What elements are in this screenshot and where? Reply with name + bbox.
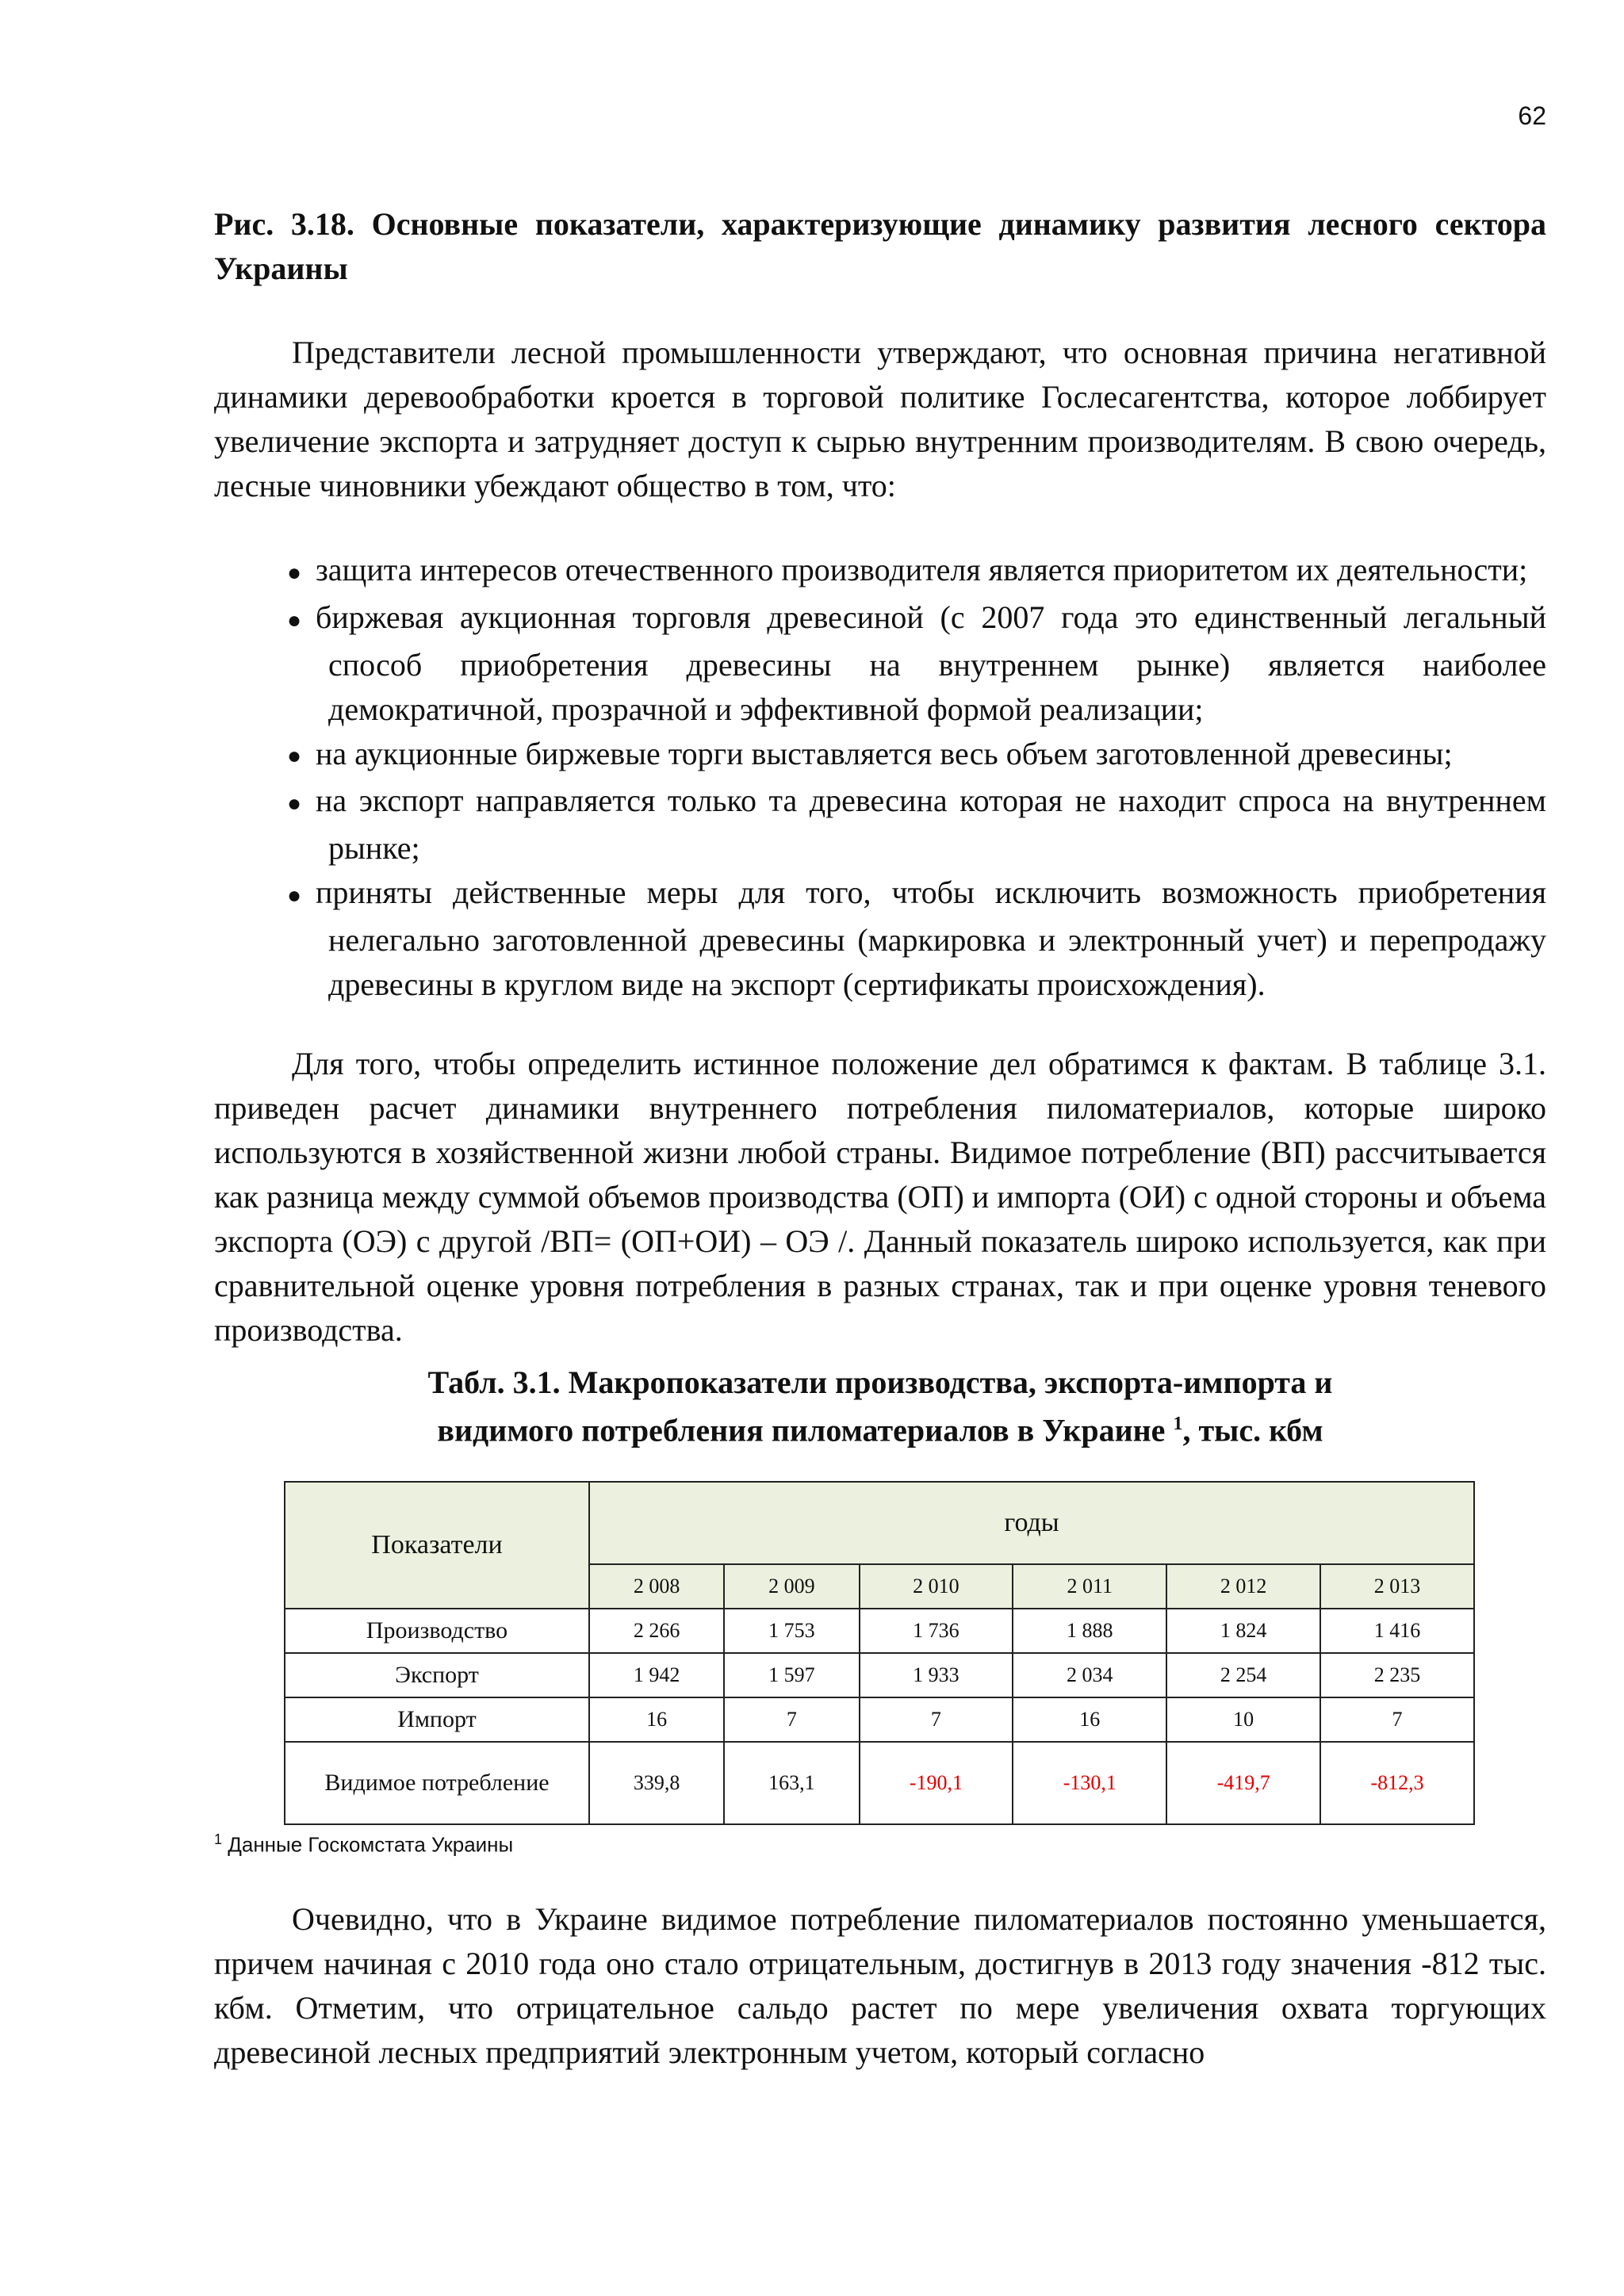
bullet-item: ● на аукционные биржевые торги выставляется весь объем заготовленной древесины; xyxy=(214,732,1546,779)
paragraph-intro: Представители лесной промышленности утверждают, что основная причина негативной динамики деревообработки кроется в торговой политике Гослесагентства, которое лоббирует увеличение экспорта и затрудняет доступ к сырью внутренним производителям. В свою очередь, лесные чиновники убеждают общество в том, что: xyxy=(214,335,1546,503)
table-cell: 339,8 xyxy=(589,1742,724,1824)
table-cell: 2 254 xyxy=(1166,1653,1320,1697)
table-cell: 7 xyxy=(724,1697,859,1742)
page-content xyxy=(214,202,1546,2075)
table-cell: 1 753 xyxy=(724,1609,859,1653)
table-cell: 7 xyxy=(860,1697,1013,1742)
footnote: $^1$ Данные Госкомстата Украины xyxy=(214,1831,514,1858)
table-cell: 16 xyxy=(1013,1697,1166,1742)
table-cell: 2 034 xyxy=(1013,1653,1166,1697)
table-cell: 1 888 xyxy=(1013,1609,1166,1653)
table-cell-negative: -419,7 xyxy=(1166,1742,1320,1824)
table-row xyxy=(285,1609,1474,1653)
bullet-icon: ● xyxy=(287,882,302,909)
table-cell: 1 933 xyxy=(860,1653,1013,1697)
figure-caption: Рис. 3.18. Основные показатели, характеризующие динамику развития лесного сектора Украины xyxy=(214,206,1546,286)
header-indicators: Показатели xyxy=(285,1482,589,1609)
bullet-icon: ● xyxy=(287,607,302,633)
bullet-list xyxy=(214,548,1546,1007)
row-label: Видимое потребление xyxy=(285,1742,589,1824)
table-cell: 163,1 xyxy=(724,1742,859,1824)
table-cell-negative: -190,1 xyxy=(860,1742,1013,1824)
bullet-item: ● на экспорт направляется только та древесина которая не находит спроса на внутреннем рынке; xyxy=(287,783,1546,867)
bullet-item: ● биржевая аукционная торговля древесиной (с 2007 года это единственный легальный способ приобретения древесины на внутреннем рынке) является наиболее демократичной, прозрачной и эффективной формой реализации; xyxy=(287,599,1546,727)
row-label: Экспорт xyxy=(285,1653,589,1697)
table-title: Табл. 3.1. Макропоказатели производства, экспорта-импорта и видимого потребления пиломатериалов в Украине $^1$, тыс. кбм xyxy=(427,1364,1333,1448)
table-cell: 2 266 xyxy=(589,1609,724,1653)
table-cell-negative: -812,3 xyxy=(1320,1742,1474,1824)
bullet-icon: ● xyxy=(287,790,302,817)
table-cell: 1 942 xyxy=(589,1653,724,1697)
year-cell: 2 009 xyxy=(724,1564,859,1609)
table-row xyxy=(285,1742,1474,1824)
bullet-item: ● защита интересов отечественного производителя является приоритетом их деятельности; xyxy=(214,548,1546,595)
table-cell: 7 xyxy=(1320,1697,1474,1742)
table-cell: 1 824 xyxy=(1166,1609,1320,1653)
bullet-icon: ● xyxy=(287,559,302,586)
bullet-item: ● приняты действенные меры для того, чтобы исключить возможность приобретения нелегально заготовленной древесины (маркировка и электронный учет) и перепродажу древесины в круглом виде на экспорт (сертификаты происхождения). xyxy=(287,874,1546,1003)
paragraph-facts: Для того, чтобы определить истинное положение дел обратимся к фактам. В таблице 3.1. приведен расчет динамики внутреннего потребления пиломатериалов, которые широко используются в хозяйственной жизни любой страны. Видимое потребление (ВП) рассчитывается как разница между суммой объемов производства (ОП) и импорта (ОИ) с одной стороны и объема экспорта (ОЭ) с другой /ВП= (ОП+ОИ) – ОЭ /. Данный показатель широко используется, как при сравнительной оценке уровня потребления в разных странах, так и при оценке уровня теневого производства. xyxy=(214,1046,1546,1349)
header-years: годы xyxy=(589,1482,1474,1564)
page-number: 62 xyxy=(1518,101,1546,130)
row-label: Импорт xyxy=(285,1697,589,1742)
year-cell: 2 008 xyxy=(589,1564,724,1609)
bullet-icon: ● xyxy=(287,743,302,770)
data-table xyxy=(284,1481,1475,1825)
table-cell: 10 xyxy=(1166,1697,1320,1742)
table-cell: 1 416 xyxy=(1320,1609,1474,1653)
table-cell: 2 235 xyxy=(1320,1653,1474,1697)
year-cell: 2 013 xyxy=(1320,1564,1474,1609)
table-cell: 1 597 xyxy=(724,1653,859,1697)
year-cell: 2 012 xyxy=(1166,1564,1320,1609)
paragraph-conclusion: Очевидно, что в Украине видимое потребление пиломатериалов постоянно уменьшается, причем начиная с 2010 года оно стало отрицательным, достигнув в 2013 году значения -812 тыс. кбм. Отметим, что отрицательное сальдо растет по мере увеличения охвата торгующих древесиной лесных предприятий электронным учетом, который согласно xyxy=(214,1901,1546,2071)
table-row xyxy=(285,1697,1474,1742)
table-cell-negative: -130,1 xyxy=(1013,1742,1166,1824)
year-cell: 2 011 xyxy=(1013,1564,1166,1609)
table-cell: 16 xyxy=(589,1697,724,1742)
table-row xyxy=(285,1653,1474,1697)
year-cell: 2 010 xyxy=(860,1564,1013,1609)
row-label: Производство xyxy=(285,1609,589,1653)
table-cell: 1 736 xyxy=(860,1609,1013,1653)
